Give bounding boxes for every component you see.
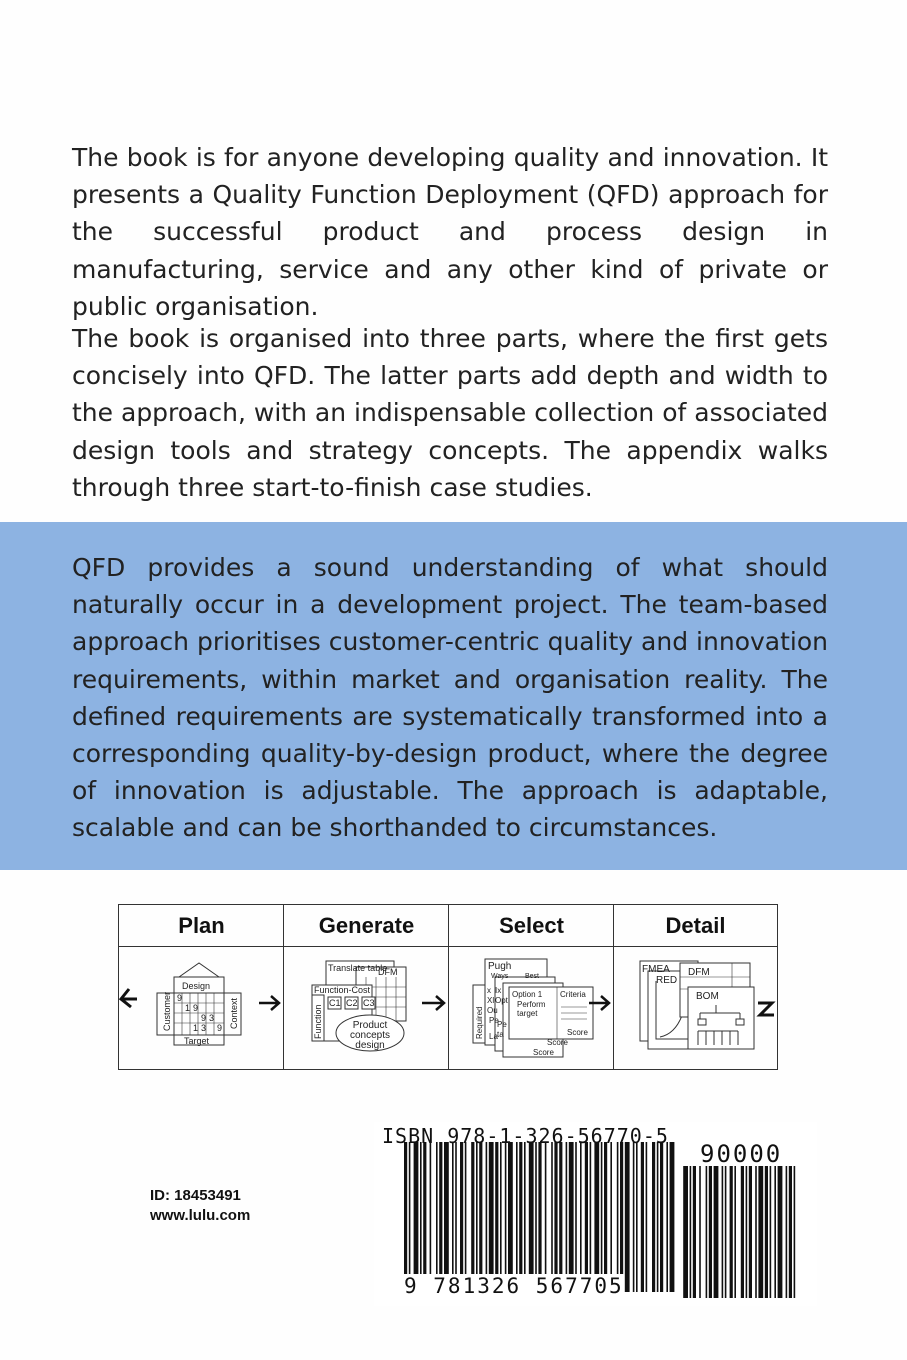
dfm-label: DFM	[688, 967, 710, 978]
barcode-bar	[436, 1142, 438, 1292]
ean-digits: 9 781326 567705	[404, 1274, 624, 1298]
barcode-bar	[460, 1142, 463, 1292]
barcode-bar	[404, 1142, 407, 1292]
barcode-bar	[617, 1142, 619, 1292]
barcode-bar	[479, 1142, 482, 1292]
addon-bar	[725, 1166, 727, 1298]
barcode-bar	[414, 1142, 419, 1292]
addon-bar	[699, 1166, 701, 1298]
ou-mark: Ou	[487, 1006, 498, 1015]
addon-bar	[778, 1166, 783, 1298]
barcode-bar	[551, 1142, 553, 1292]
barcode-bar	[444, 1142, 449, 1292]
matrix-value: 9	[193, 1003, 199, 1013]
addon-bar	[714, 1166, 719, 1298]
function-label: Function	[313, 1004, 323, 1039]
barcode-bar	[601, 1142, 603, 1292]
process-diagram	[118, 904, 778, 1070]
barcode-bar	[476, 1142, 478, 1292]
stage-detail-header: Detail	[614, 905, 777, 947]
barcode-bar	[657, 1142, 659, 1292]
perform-label: Perform	[517, 1000, 546, 1009]
barcode-bar	[505, 1142, 507, 1292]
score-label: Score	[533, 1048, 554, 1057]
intro-paragraph: The book is for anyone developing quality and innovation. It presents a Quality Function Deployment (QFD) approach for the successful product and process design in manufacturing, service and any other kind of private or public organisation.	[72, 143, 828, 321]
barcode-bar	[508, 1142, 513, 1292]
barcode-bar	[439, 1142, 442, 1292]
concept-c3: C3	[363, 998, 375, 1008]
addon-bar	[770, 1166, 772, 1298]
barcode-bar	[670, 1142, 675, 1292]
option-label: Option 1	[512, 990, 543, 999]
pe2-mark: Pe	[497, 1020, 507, 1029]
required-label: Required	[475, 1006, 484, 1039]
barcode-bar	[566, 1142, 568, 1292]
barcode-bar	[569, 1142, 574, 1292]
addon-bar	[746, 1166, 748, 1298]
concept-c2: C2	[346, 998, 358, 1008]
barcode-bar	[594, 1142, 599, 1292]
xl-mark: Xl	[487, 996, 495, 1005]
barcode-bar	[636, 1142, 638, 1292]
barcode-bar	[420, 1142, 422, 1292]
barcode-bar	[610, 1142, 612, 1292]
addon-bar	[730, 1166, 733, 1298]
barcode-bar	[519, 1142, 522, 1292]
barcode-bar	[535, 1142, 537, 1292]
barcode-bar	[486, 1142, 488, 1292]
barcode-bar	[465, 1142, 467, 1292]
barcode-bar	[633, 1142, 635, 1292]
pe-mark: Pe	[489, 1016, 499, 1025]
score-label: Score	[567, 1028, 588, 1037]
barcode-bar	[646, 1142, 648, 1292]
barcode-bar	[529, 1142, 534, 1292]
target-label: target	[517, 1009, 538, 1018]
generate-cell	[284, 947, 448, 1069]
score-label: Score	[547, 1038, 568, 1047]
matrix-value: 3	[209, 1013, 215, 1023]
x-mark: x	[487, 986, 491, 995]
qfd-summary-paragraph: QFD provides a sound understanding of what should naturally occur in a development project. The team-based approach prioritises customer-centric quality and innovation requirements, within market and organisation reality. The defined requirements are systematically transformed into a corresponding quality-by-design product, where the degree of innovation is adjustable. The approach is adaptable, scalable and can be shorthanded to circumstances.	[72, 553, 828, 843]
barcode-bar	[660, 1142, 663, 1292]
barcode-bar	[495, 1142, 498, 1292]
matrix-value: 9	[201, 1013, 207, 1023]
detail-cell	[614, 947, 777, 1069]
addon-bar	[741, 1166, 744, 1298]
ways-label: Ways	[491, 973, 509, 980]
barcode-bar	[471, 1142, 474, 1292]
addon-bar	[755, 1166, 757, 1298]
barcode-bar	[545, 1142, 547, 1292]
cloud-line-1: Product	[352, 1020, 388, 1031]
matrix-value: 9	[177, 993, 183, 1003]
loop-out-arrow-icon	[758, 1003, 774, 1015]
matrix-value: 9	[217, 1023, 223, 1033]
cloud-line-2: concepts	[349, 1030, 391, 1041]
barcode-bar	[666, 1142, 668, 1292]
ta-mark: ta	[497, 1030, 504, 1039]
isbn-text: ISBN 978-1-326-56770-5	[382, 1124, 669, 1148]
arrow-right-icon	[422, 996, 444, 1010]
matrix-value: 1	[193, 1023, 199, 1033]
stage-generate-header: Generate	[284, 905, 449, 947]
red-label: RED	[656, 975, 678, 986]
barcode-bar	[625, 1142, 630, 1292]
translate-table-label: Translate table	[328, 963, 388, 973]
criteria-label: Criteria	[560, 990, 586, 999]
barcode-bar	[652, 1142, 655, 1292]
addon-bar	[706, 1166, 708, 1298]
barcode-bar	[559, 1142, 562, 1292]
concept-c1: C1	[329, 998, 341, 1008]
opt-mark: Opt	[495, 996, 508, 1005]
barcode-bar	[500, 1142, 502, 1292]
addon-bar	[734, 1166, 736, 1298]
barcode-bar	[430, 1142, 432, 1292]
addon-bar	[749, 1166, 752, 1298]
barcode-bar	[580, 1142, 582, 1292]
barcode-bar	[604, 1142, 607, 1292]
stage-plan-header: Plan	[119, 905, 284, 947]
addon-bar	[690, 1166, 692, 1298]
addon-bar	[789, 1166, 792, 1298]
barcode-bar	[641, 1142, 644, 1292]
plan-cell	[119, 947, 283, 1069]
barcode-bar	[516, 1142, 518, 1292]
target-label: Target	[184, 1036, 210, 1046]
select-cell	[449, 947, 613, 1069]
addon-bar	[786, 1166, 788, 1298]
best-label: Best	[525, 973, 540, 980]
barcode-bar	[489, 1142, 494, 1292]
publisher-info	[150, 1186, 250, 1226]
barcode-bar	[524, 1142, 526, 1292]
matrix-value: 1	[185, 1003, 191, 1013]
arrow-right-icon	[259, 996, 279, 1010]
loop-in-arrow-icon	[121, 989, 137, 1007]
function-cost-label: Function-Cost	[314, 985, 371, 995]
fmea-label: FMEA	[642, 964, 670, 975]
barcode-bar	[423, 1142, 426, 1292]
barcode-bar	[452, 1142, 454, 1292]
price-code: 90000	[700, 1140, 783, 1168]
customer-label: Customer	[162, 991, 172, 1031]
barcode-bar	[590, 1142, 592, 1292]
bom-label: BOM	[696, 991, 719, 1002]
pugh-label: Pugh	[488, 961, 512, 972]
house-of-quality-roof	[179, 963, 219, 977]
context-label: Context	[229, 997, 239, 1029]
ix-mark: Ix	[495, 986, 502, 995]
addon-bar	[765, 1166, 768, 1298]
publisher-id: ID: 18453491	[150, 1187, 241, 1204]
publisher-url: www.lulu.com	[150, 1207, 251, 1224]
barcode-bar	[575, 1142, 577, 1292]
addon-bar	[794, 1166, 796, 1298]
addon-bar	[683, 1166, 688, 1298]
cloud-line-3: design	[355, 1040, 385, 1051]
addon-bar	[709, 1166, 712, 1298]
barcode-bar	[585, 1142, 588, 1292]
la-mark: La	[489, 1032, 498, 1041]
barcode-bar	[620, 1142, 623, 1292]
barcode-bar	[409, 1142, 411, 1292]
stage-select-header: Select	[449, 905, 614, 947]
addon-bar	[722, 1166, 724, 1298]
addon-bar	[774, 1166, 776, 1298]
dfm-label: DFM	[378, 967, 398, 977]
barcode-bar	[538, 1142, 541, 1292]
design-label: Design	[182, 981, 211, 991]
addon-bar	[693, 1166, 696, 1298]
barcode-bar	[554, 1142, 557, 1292]
addon-bar	[758, 1166, 763, 1298]
barcode-bar	[455, 1142, 457, 1292]
structure-paragraph: The book is organised into three parts, where the first gets concisely into QFD. The latter parts add depth and width to the approach, with an indispensable collection of associated design tools and strategy concepts. The appendix walks through three start-to-finish case studies.	[72, 324, 828, 502]
matrix-value: 3	[201, 1023, 207, 1033]
